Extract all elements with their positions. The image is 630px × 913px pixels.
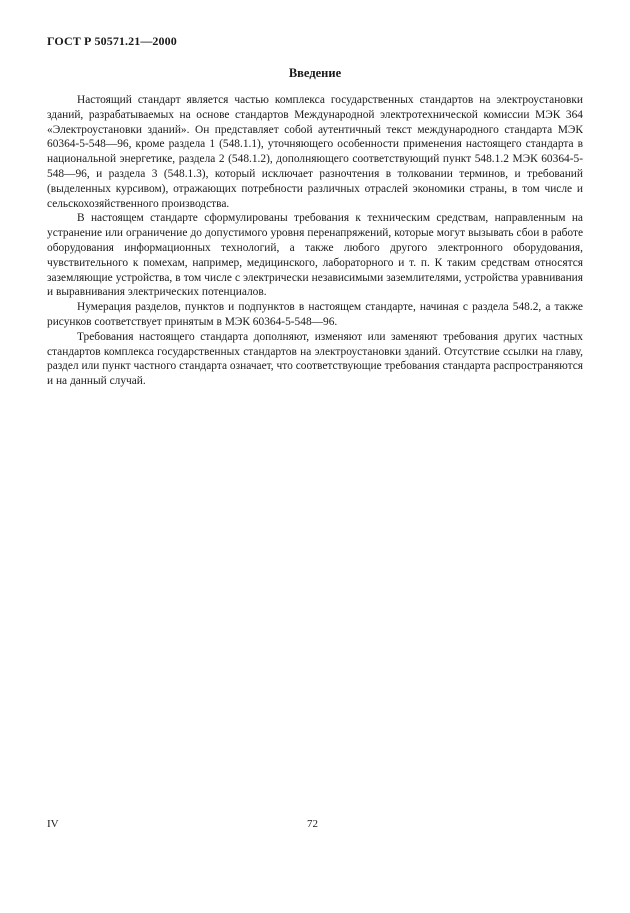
paragraph: В настоящем стандарте сформулированы требования к техническим средствам, направленным на устранение или ограничение до допустимого уровня перенапряжений, которые могут вызывать сбои в работе оборудования информационных технологий, а также любого другого электронного оборудования, чувствительного к помехам, например, медицинского, лабораторного и т. п. К таким средствам относятся заземляющие устройства, в том числе с электрически независимыми заземлителями, устройства уравнивания и выравнивания электрических потенциалов.: [47, 212, 583, 299]
paragraph: Нумерация разделов, пунктов и подпунктов в настоящем стандарте, начиная с раздела 548.2, а также рисунков соответствует принятым в МЭК 60364-5-548—96.: [47, 301, 583, 328]
paragraph: Требования настоящего стандарта дополняют, изменяют или заменяют требования других частных стандартов комплекса государственных стандартов на электроустановки зданий. Отсутствие ссылки на главу, раздел или пункт частного стандарта означает, что соответствующие требования стандарта распространяются и на данный случай.: [47, 330, 583, 388]
page-number: 72: [307, 818, 318, 830]
paragraph: Настоящий стандарт является частью комплекса государственных стандартов на электроустановки зданий, разрабатываемых на основе стандартов Международной электротехнической комиссии МЭК 364 «Электроустановки зданий». Он представляет собой аутентичный текст международного стандарта МЭК 60364-5-548—96, кроме раздела 1 (548.1.1), уточняющего особенности применения настоящего стандарта в национальной энергетике, раздела 2 (548.1.2), дополняющего соответствующий пункт 548.1.2 МЭК 60364-5-548—96, и раздела 3 (548.1.3), который исключает разночтения в толковании терминов, и требований (выделенных курсивом), отражающих потребности различных отраслей экономики страны, в том числе и сельскохозяйственного производства.: [47, 94, 583, 210]
body-text: [47, 93, 583, 389]
roman-page-number: IV: [47, 818, 59, 830]
section-title: Введение: [288, 66, 342, 80]
document-code-header: ГОСТ Р 50571.21—2000: [47, 34, 177, 48]
